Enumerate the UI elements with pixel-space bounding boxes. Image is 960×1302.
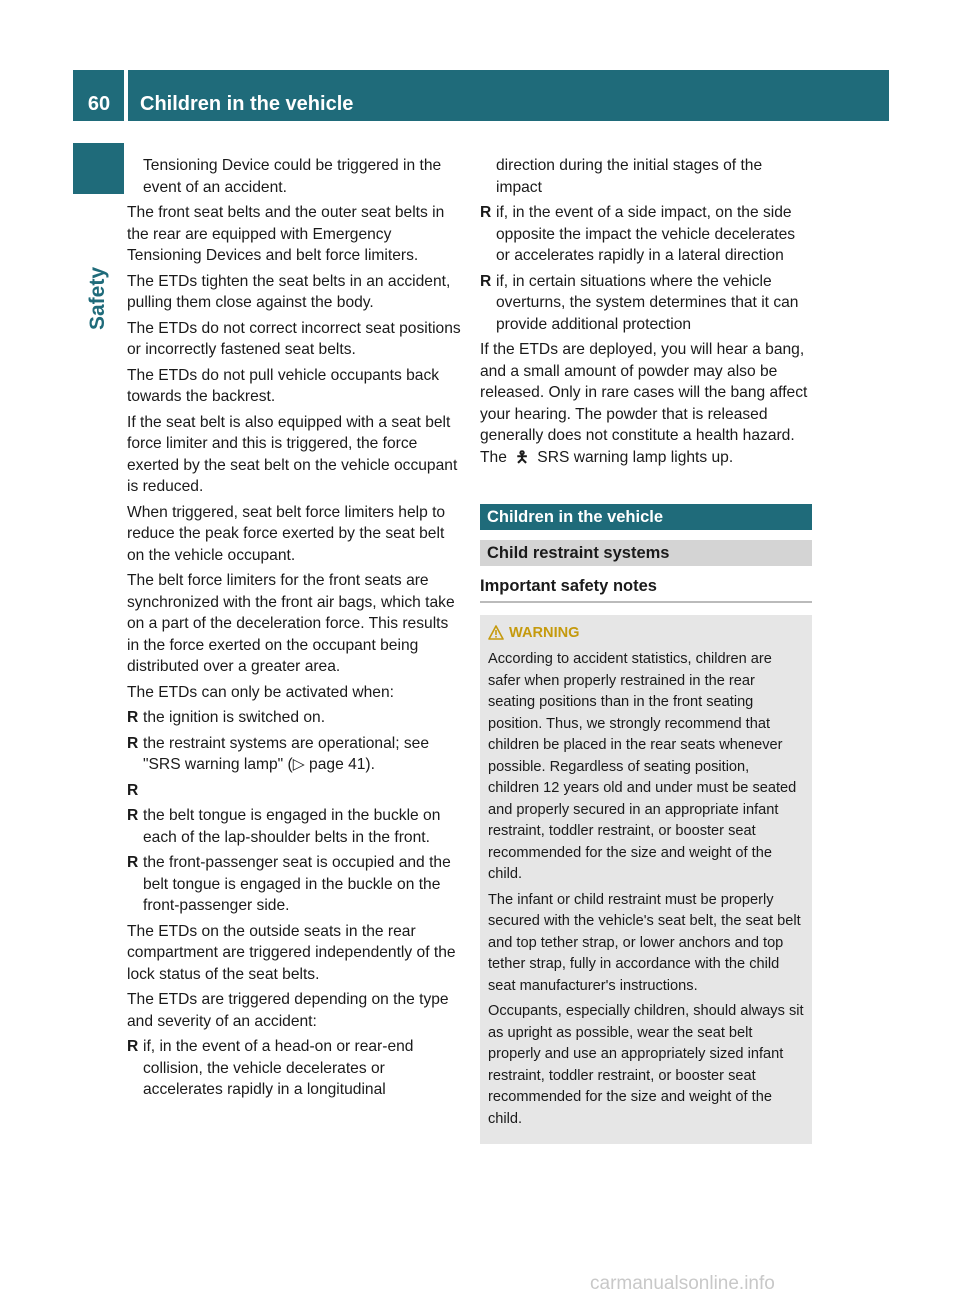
side-tab-block bbox=[73, 143, 124, 194]
paragraph: The ETDs on the outside seats in the rear compartment are triggered independently of the lock status of the seat belts. bbox=[127, 922, 456, 983]
subheading: Important safety notes bbox=[480, 576, 812, 603]
bullet-marker: R bbox=[480, 272, 492, 290]
bullet-marker: R bbox=[127, 807, 139, 824]
warning-header bbox=[488, 623, 804, 648]
page-header bbox=[73, 70, 889, 121]
warning-paragraph: Occupants, especially children, should always sit as upright as possible, wear the seat belt properly and use an appropriately sized infant restraint, toddler restraint, or booster seat recommended for the size and weight of the child. bbox=[488, 1003, 804, 1127]
left-column bbox=[127, 155, 462, 1105]
paragraph: The ETDs are triggered depending on the type and severity of an accident: bbox=[127, 991, 449, 1030]
bullet-item: R if, in certain situations where the vehicle overturns, the system determines that it can provide additional protection bbox=[480, 272, 799, 333]
warning-title: WARNING bbox=[509, 624, 580, 641]
warning-paragraph: The infant or child restraint must be properly secured with the vehicle's seat belt, the seat belt and top tether strap, or lower anchors and top tether strap, fully in accordance with the child seat manufacturer's instructions. bbox=[488, 891, 801, 994]
header-title: Children in the vehicle bbox=[140, 93, 354, 115]
watermark: carmanualsonline.info bbox=[590, 1273, 775, 1294]
bullet-item: R if, in the event of a side impact, on the side opposite the impact the vehicle decelerates or accelerates rapidly in a lateral direction bbox=[480, 204, 796, 264]
subsection-heading: Child restraint systems bbox=[480, 540, 812, 566]
page-number: 60 bbox=[87, 93, 111, 115]
bullet-marker: R bbox=[127, 709, 139, 726]
warning-triangle-icon bbox=[488, 625, 504, 648]
paragraph: If the ETDs are deployed, you will hear a bang, and a small amount of powder may also be released. Only in rare cases will the bang affect your hearing. The powder that is released generally does not constitute a health hazard. The 🯅 SRS warning lamp lights up. bbox=[480, 341, 808, 466]
paragraph: The ETDs do not pull vehicle occupants back towards the backrest. bbox=[127, 366, 440, 405]
bullet-item: R the ignition is switched on. bbox=[127, 707, 462, 729]
warning-box bbox=[480, 615, 812, 1145]
bullet-item bbox=[127, 733, 462, 776]
bullet-item: R if, in the event of a head-on or rear-end collision, the vehicle decelerates or accelerates rapidly in a longitudinal bbox=[127, 1038, 414, 1098]
bullet-marker: R bbox=[480, 204, 492, 221]
paragraph: The ETDs do not correct incorrect seat positions or incorrectly fastened seat belts. bbox=[127, 319, 461, 358]
header-divider bbox=[124, 70, 128, 121]
page-reference[interactable]: the restraint systems are operational; see "SRS warning lamp" (▷ page 41). bbox=[143, 734, 430, 773]
bullet-marker: R bbox=[127, 854, 139, 871]
paragraph: The ETDs tighten the seat belts in an accident, pulling them close against the body. bbox=[127, 272, 451, 311]
bullet-marker: R bbox=[127, 734, 139, 752]
bullet-item-empty bbox=[127, 780, 462, 802]
warning-paragraph: According to accident statistics, children are safer when properly restrained in the rear seating positions than in the front seating position. Thus, we strongly recommend that children be placed in the rear seats whenever possible. Regardless of seating position, children 12 years old and under must be seated and properly secured in an appropriate infant restraint, toddler restraint, or booster seat recommended for the size and weight of the child. bbox=[488, 651, 797, 882]
paragraph: The front seat belts and the outer seat belts in the rear are equipped with Emergency Tensioning Devices and belt force limiters. bbox=[127, 204, 445, 264]
continued-text: Tensioning Device could be triggered in the event of an accident. bbox=[143, 157, 442, 196]
section-heading: Children in the vehicle bbox=[480, 504, 812, 530]
paragraph: The ETDs can only be activated when: bbox=[127, 683, 394, 701]
bullet-item: R the front-passenger seat is occupied and the belt tongue is engaged in the buckle on the front-passenger side. bbox=[127, 854, 451, 914]
paragraph: If the seat belt is also equipped with a seat belt force limiter and this is triggered, the force exerted by the seat belt on the vehicle occupant is reduced. bbox=[127, 413, 458, 495]
bullet-marker: R bbox=[127, 1038, 139, 1055]
srs-warning-lamp-icon: 🯅 bbox=[515, 448, 529, 466]
continued-text: direction during the initial stages of the impact bbox=[496, 157, 763, 196]
right-column bbox=[480, 155, 812, 1144]
side-section-label: Safety bbox=[86, 266, 109, 330]
bullet-item: R the belt tongue is engaged in the buckle on each of the lap-shoulder belts in the front. bbox=[127, 807, 441, 846]
bullet-marker: R bbox=[127, 781, 139, 799]
paragraph: When triggered, seat belt force limiters help to reduce the peak force exerted by the seat belt on the vehicle occupant. bbox=[127, 503, 446, 564]
paragraph: The belt force limiters for the front seats are synchronized with the front air bags, which take on a part of the deceleration force. This results in the force exerted on the occupant being distributed over a greater area. bbox=[127, 572, 455, 675]
